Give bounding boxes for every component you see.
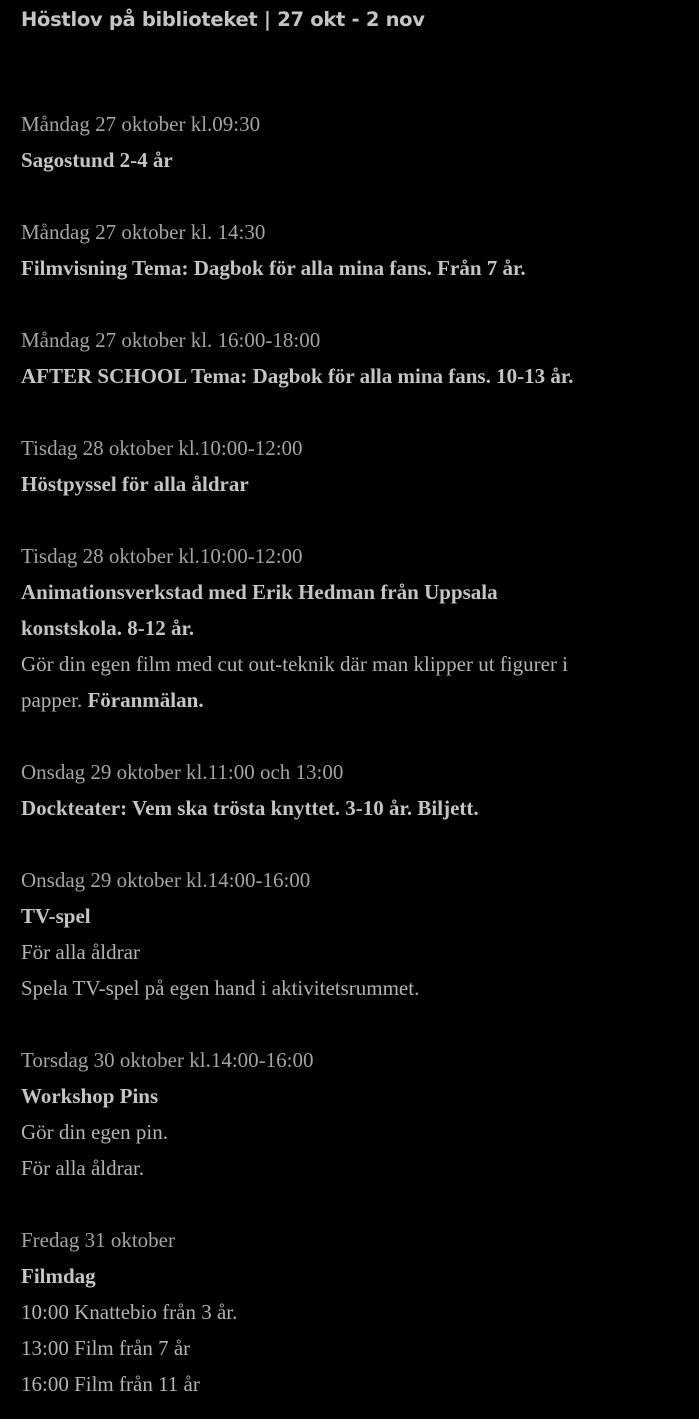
event-description-continued: [21, 682, 691, 718]
event-description: Spela TV-spel på egen hand i aktivitetsrummet.: [21, 976, 420, 1000]
event-description: Gör din egen pin.: [21, 1120, 168, 1144]
event-description: 10:00 Knattebio från 3 år.: [21, 1300, 238, 1324]
event-item: [21, 538, 691, 718]
event-date: Måndag 27 oktober kl.09:30: [21, 112, 261, 136]
event-name: Filmvisning Tema: Dagbok för alla mina fans. Från 7 år.: [21, 256, 526, 280]
event-name-continued: konstskola. 8-12 år.: [21, 616, 195, 640]
registration-note: Föranmälan.: [87, 688, 204, 712]
event-description-text: papper.: [21, 688, 83, 712]
event-item: [21, 1042, 691, 1186]
event-date: Tisdag 28 oktober kl.10:00-12:00: [21, 436, 303, 460]
event-description: 13:00 Film från 7 år: [21, 1336, 191, 1360]
event-item: [21, 106, 691, 178]
event-item: [21, 862, 691, 1006]
event-item: [21, 214, 691, 286]
event-description: För alla åldrar.: [21, 1156, 145, 1180]
event-name: Dockteater: Vem ska trösta knyttet. 3-10 år. Biljett.: [21, 796, 479, 820]
event-date: Onsdag 29 oktober kl.11:00 och 13:00: [21, 760, 344, 784]
event-item: [21, 322, 691, 394]
page-title: Höstlov på biblioteket | 27 okt - 2 nov: [21, 8, 425, 31]
event-description: Gör din egen film med cut out-teknik där man klipper ut figurer i: [21, 652, 569, 676]
event-name: Workshop Pins: [21, 1084, 159, 1108]
event-date: Fredag 31 oktober: [21, 1228, 175, 1252]
event-description: För alla åldrar: [21, 940, 140, 964]
event-date: Måndag 27 oktober kl. 16:00-18:00: [21, 328, 321, 352]
event-name: Animationsverkstad med Erik Hedman från Uppsala: [21, 580, 498, 604]
event-name: Filmdag: [21, 1264, 96, 1288]
event-date: Torsdag 30 oktober kl.14:00-16:00: [21, 1048, 314, 1072]
event-name: Sagostund 2-4 år: [21, 148, 173, 172]
event-description: 16:00 Film från 11 år: [21, 1372, 200, 1396]
event-date: Onsdag 29 oktober kl.14:00-16:00: [21, 868, 311, 892]
event-item: [21, 430, 691, 502]
event-name: TV-spel: [21, 904, 91, 928]
event-item: [21, 1222, 691, 1402]
event-name: AFTER SCHOOL Tema: Dagbok för alla mina fans. 10-13 år.: [21, 364, 574, 388]
event-item: [21, 754, 691, 826]
event-date: Måndag 27 oktober kl. 14:30: [21, 220, 266, 244]
event-name: Höstpyssel för alla åldrar: [21, 472, 249, 496]
event-date: Tisdag 28 oktober kl.10:00-12:00: [21, 544, 303, 568]
